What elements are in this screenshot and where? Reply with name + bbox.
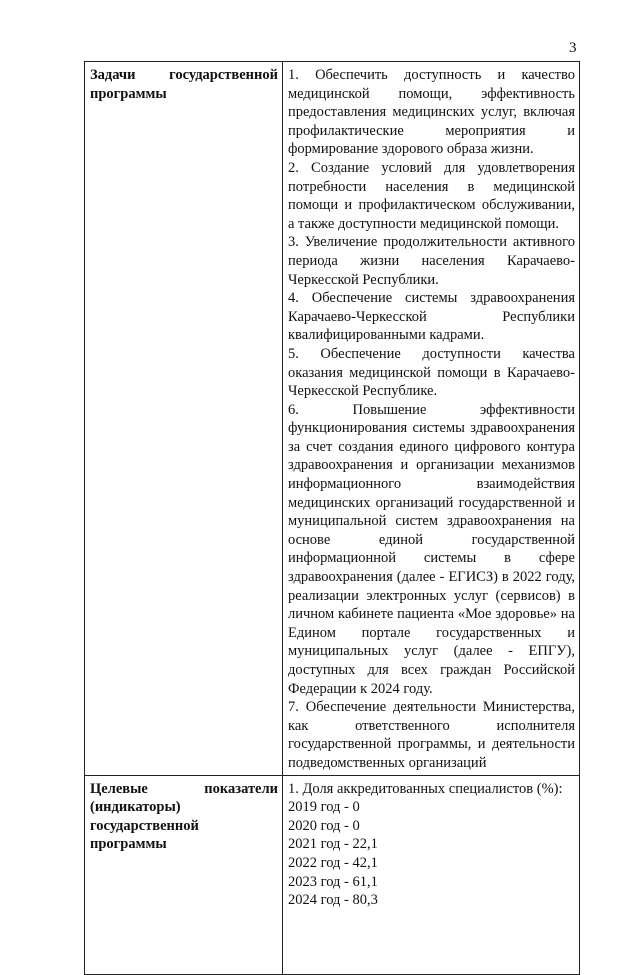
indicator-year-value: 2020 год - 0 <box>288 817 360 834</box>
row-content-tasks <box>283 62 580 776</box>
row-label-indicators: Целевые показатели (индикаторы) государственной программы <box>85 775 283 974</box>
task-item: 1. Обеспечить доступность и качество медицинской помощи, эффективность предоставления медицинских услуг, включая профилактические мероприятия и формирование здорового образа жизни. <box>288 67 575 158</box>
row-content-indicators <box>283 775 580 974</box>
task-item: 2. Создание условий для удовлетворения потребности населения в медицинской помощи и профилактическом обслуживании, а также доступности медицинской помощи. <box>288 159 575 232</box>
table-row <box>85 775 580 974</box>
task-item: 3. Увеличение продолжительности активного периода жизни населения Карачаево-Черкесской Республики. <box>288 234 575 288</box>
indicator-year-value: 2019 год - 0 <box>288 799 360 816</box>
task-item: 6. Повышение эффективности функционирования системы здравоохранения за счет создания единого цифрового контура здравоохранения и организации механизмов информационного взаимодействия медицинских организаций государственной и муниципальной систем здравоохранения на основе единой государственной информационной системы в сфере здравоохранения (далее - ЕГИСЗ) в 2022 году, реализации электронных услуг (сервисов) в личном кабинете пациента «Мое здоровье» на Едином портале государственных и муниципальных услуг (далее - ЕПГУ), доступных для всех граждан Российской Федерации к 2024 году. <box>288 401 575 697</box>
task-item: 5. Обеспечение доступности качества оказания медицинской помощи в Карачаево-Черкесской Республике. <box>288 345 575 400</box>
indicator-year-value: 2021 год - 22,1 <box>288 836 378 853</box>
indicator-year-value: 2023 год - 61,1 <box>288 873 378 890</box>
task-item: 7. Обеспечение деятельности Министерства, как ответственного исполнителя государственной программы, и деятельности подведомственных организаций <box>288 699 575 771</box>
page-number: 3 <box>569 40 577 56</box>
row-label-tasks: Задачи государственной программы <box>85 62 283 776</box>
indicator-year-value: 2022 год - 42,1 <box>288 854 378 871</box>
indicator-year-value: 2024 год - 80,3 <box>288 892 378 909</box>
program-passport-table <box>84 61 580 975</box>
indicator-title: 1. Доля аккредитованных специалистов (%): <box>288 780 563 797</box>
table-row <box>85 62 580 776</box>
task-item: 4. Обеспечение системы здравоохранения Карачаево-Черкесской Республики квалифицированными кадрами. <box>288 290 575 344</box>
